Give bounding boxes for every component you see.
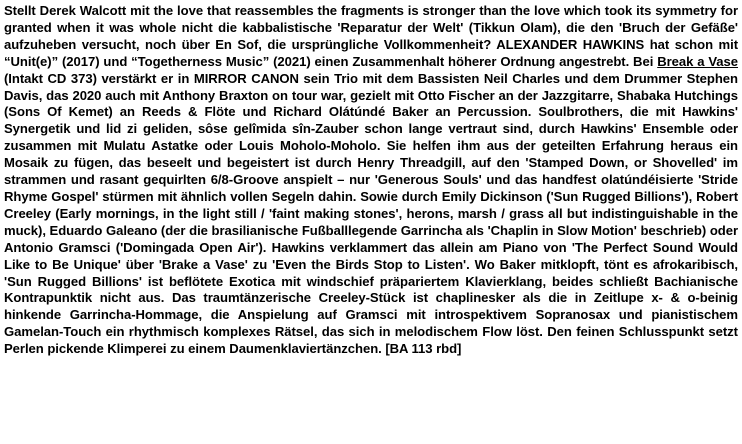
article-text-part-3: (Intakt CD 373) verstärkt er in	[4, 70, 194, 86]
album-title-link[interactable]: Break a Vase	[657, 53, 739, 69]
article-text-part-2: hat schon mit “Unit(e)” (2017) und “Togetherness Music” (2021) einen Zusammenhalt höherer Ordnung angestrebt. Bei	[4, 36, 739, 69]
band-name: MIRROR CANON	[193, 70, 299, 86]
review-article	[4, 3, 738, 358]
artist-name: ALEXANDER HAWKINS	[496, 36, 645, 52]
article-intro-text: Stellt Derek Walcott mit the love that reassembles the fragments is stronger than the love which took its symmetry for granted when it was whole nicht die kabbalistische 'Reparatur der Welt' (Tikkun Olam), die den 'Bruch der Gefäße' aufzuheben versucht, noch über En Sof, die ursprüngliche Vollkommenheit?	[4, 3, 738, 52]
article-body-text: sein Trio mit dem Bassisten Neil Charles und dem Drummer Stephen Davis, das 2020 auch mit Anthony Braxton on tour war, gezielt mit Otto Fischer an der Jazzgitarre, Shabaka Hutchings (Sons Of Kemet) an Reeds & Flöte und Richard Olátúndé Baker an Percussion. Soulbrothers, die mit Hawkins' Synergetik und lid zi geliden, sôse gelîmida sîn-Zauber schon lange vertraut sind, durch Hawkins' Ensemble oder zusammen mit Mulatu Astatke oder Louis Moholo-Moholo. Sie helfen ihm aus der geteilten Erfahrung heraus ein Mosaik zu fügen, das beseelt und begeistert ist durch Henry Threadgill, auf den 'Stamped Down, or Shovelled' im strammen und rasant gequirlten 6/8-Groove anspielt – nur 'Generous Souls' und das handfest olatúndéisierte 'Stride Rhyme Gospel' stürmen mit ähnlich vollen Segeln dahin. Sowie durch Emily Dickinson ('Sun Rugged Billions'), Robert Creeley (Early mornings, in the light still / 'faint making stones', herons, marsh / grass all but indistinguishable in the muck), Eduardo Galeano (der die brasilianische Fußballlegende Garrincha als 'Chaplin in Slow Motion' beschrieb) oder Antonio Gramsci ('Domingada Open Air'). Hawkins verklammert das allein am Piano von 'The Perfect Sound Would Like to Be Unique' über 'Brake a Vase' zu 'Even the Birds Stop to Listen'. Wo Baker mitklopft, tönt es afrokaribisch, 'Sun Rugged Billions' ist beflötete Exotica mit windschief präpariertem Klavierklang, beides schließt Bachianische Kontrapunktik nicht aus. Das traumtänzerische Creeley-Stück ist chaplinesker als die in Zeitlupe x- & o-beinig hinkende Garrincha-Hommage, die Anspielung auf Gramsci mit introspektivem Sopranosax und pianistischem Gamelan-Touch ein rhythmisch komplexes Rätsel, das sich in melodischem Flow löst. Den feinen Schlusspunkt setzt Perlen pickende Klimperei zu einem Daumenklaviertänzchen. [BA 113 rbd]	[4, 70, 738, 357]
